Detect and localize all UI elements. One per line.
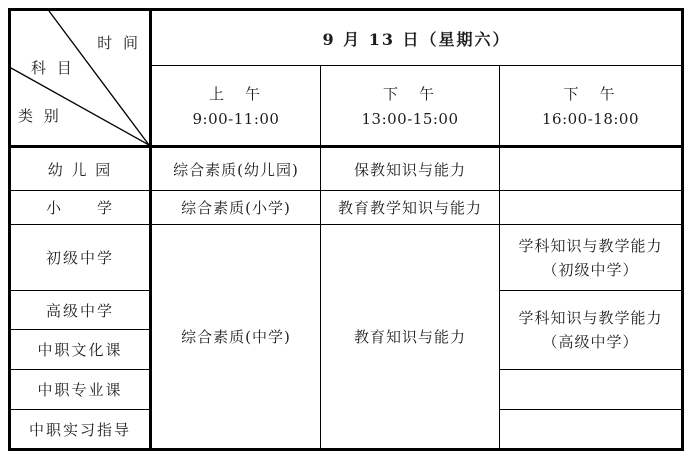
session-header-morning: [151, 66, 321, 147]
corner-time-label: 时 间: [97, 34, 141, 52]
session-time-morning: 9:00-11:00: [192, 109, 280, 128]
cell-kindergarten-afternoon2-empty: [500, 147, 683, 191]
category-cell-primary: 小 学: [10, 191, 151, 225]
session-time-afternoon1: 13:00-15:00: [361, 109, 459, 128]
category-cell-kindergarten: 幼 儿 园: [10, 147, 151, 191]
session-time-afternoon2: 16:00-18:00: [541, 109, 640, 128]
cell-kindergarten-morning: 综合素质(幼儿园): [151, 147, 321, 191]
session-header-afternoon1: [321, 66, 500, 147]
cell-vocational-internship-afternoon2-empty: [500, 410, 683, 450]
cell-middle-morning-merged: 综合素质(中学): [151, 225, 321, 450]
session-period-afternoon2: 下 午: [563, 84, 618, 103]
category-cell-vocational-internship: 中职实习指导: [10, 410, 151, 450]
subject-knowledge-junior-line2: （初级中学）: [542, 260, 639, 279]
cell-junior-middle-afternoon2: [500, 225, 683, 291]
cell-middle-afternoon1-merged: 教育知识与能力: [321, 225, 500, 450]
subject-knowledge-senior-line2: （高级中学）: [542, 333, 639, 351]
session-period-morning: 上 午: [208, 84, 263, 103]
corner-category-label: 类 别: [18, 107, 62, 125]
subject-knowledge-junior-line1: 学科知识与教学能力: [518, 236, 663, 255]
category-cell-vocational-specialty: 中职专业课: [10, 370, 151, 410]
category-cell-junior-middle: 初级中学: [10, 225, 151, 291]
corner-diagonal-wrap: [11, 11, 149, 145]
corner-header-cell: [10, 10, 151, 147]
category-cell-vocational-culture: 中职文化课: [10, 330, 151, 370]
exam-schedule-table: [8, 8, 684, 451]
cell-primary-morning: 综合素质(小学): [151, 191, 321, 225]
corner-subject-label: 科 目: [31, 59, 75, 77]
category-cell-senior-middle: 高级中学: [10, 291, 151, 330]
cell-primary-afternoon2-empty: [500, 191, 683, 225]
cell-primary-afternoon1: 教育教学知识与能力: [321, 191, 500, 225]
subject-knowledge-senior-line1: 学科知识与教学能力: [518, 309, 663, 327]
session-header-afternoon2: [500, 66, 683, 147]
cell-vocational-specialty-afternoon2-empty: [500, 370, 683, 410]
cell-kindergarten-afternoon1: 保教知识与能力: [321, 147, 500, 191]
cell-senior-middle-afternoon2-merged: [500, 291, 683, 370]
date-header-cell: 9 月 13 日（星期六）: [151, 10, 683, 66]
session-period-afternoon1: 下 午: [382, 84, 437, 103]
